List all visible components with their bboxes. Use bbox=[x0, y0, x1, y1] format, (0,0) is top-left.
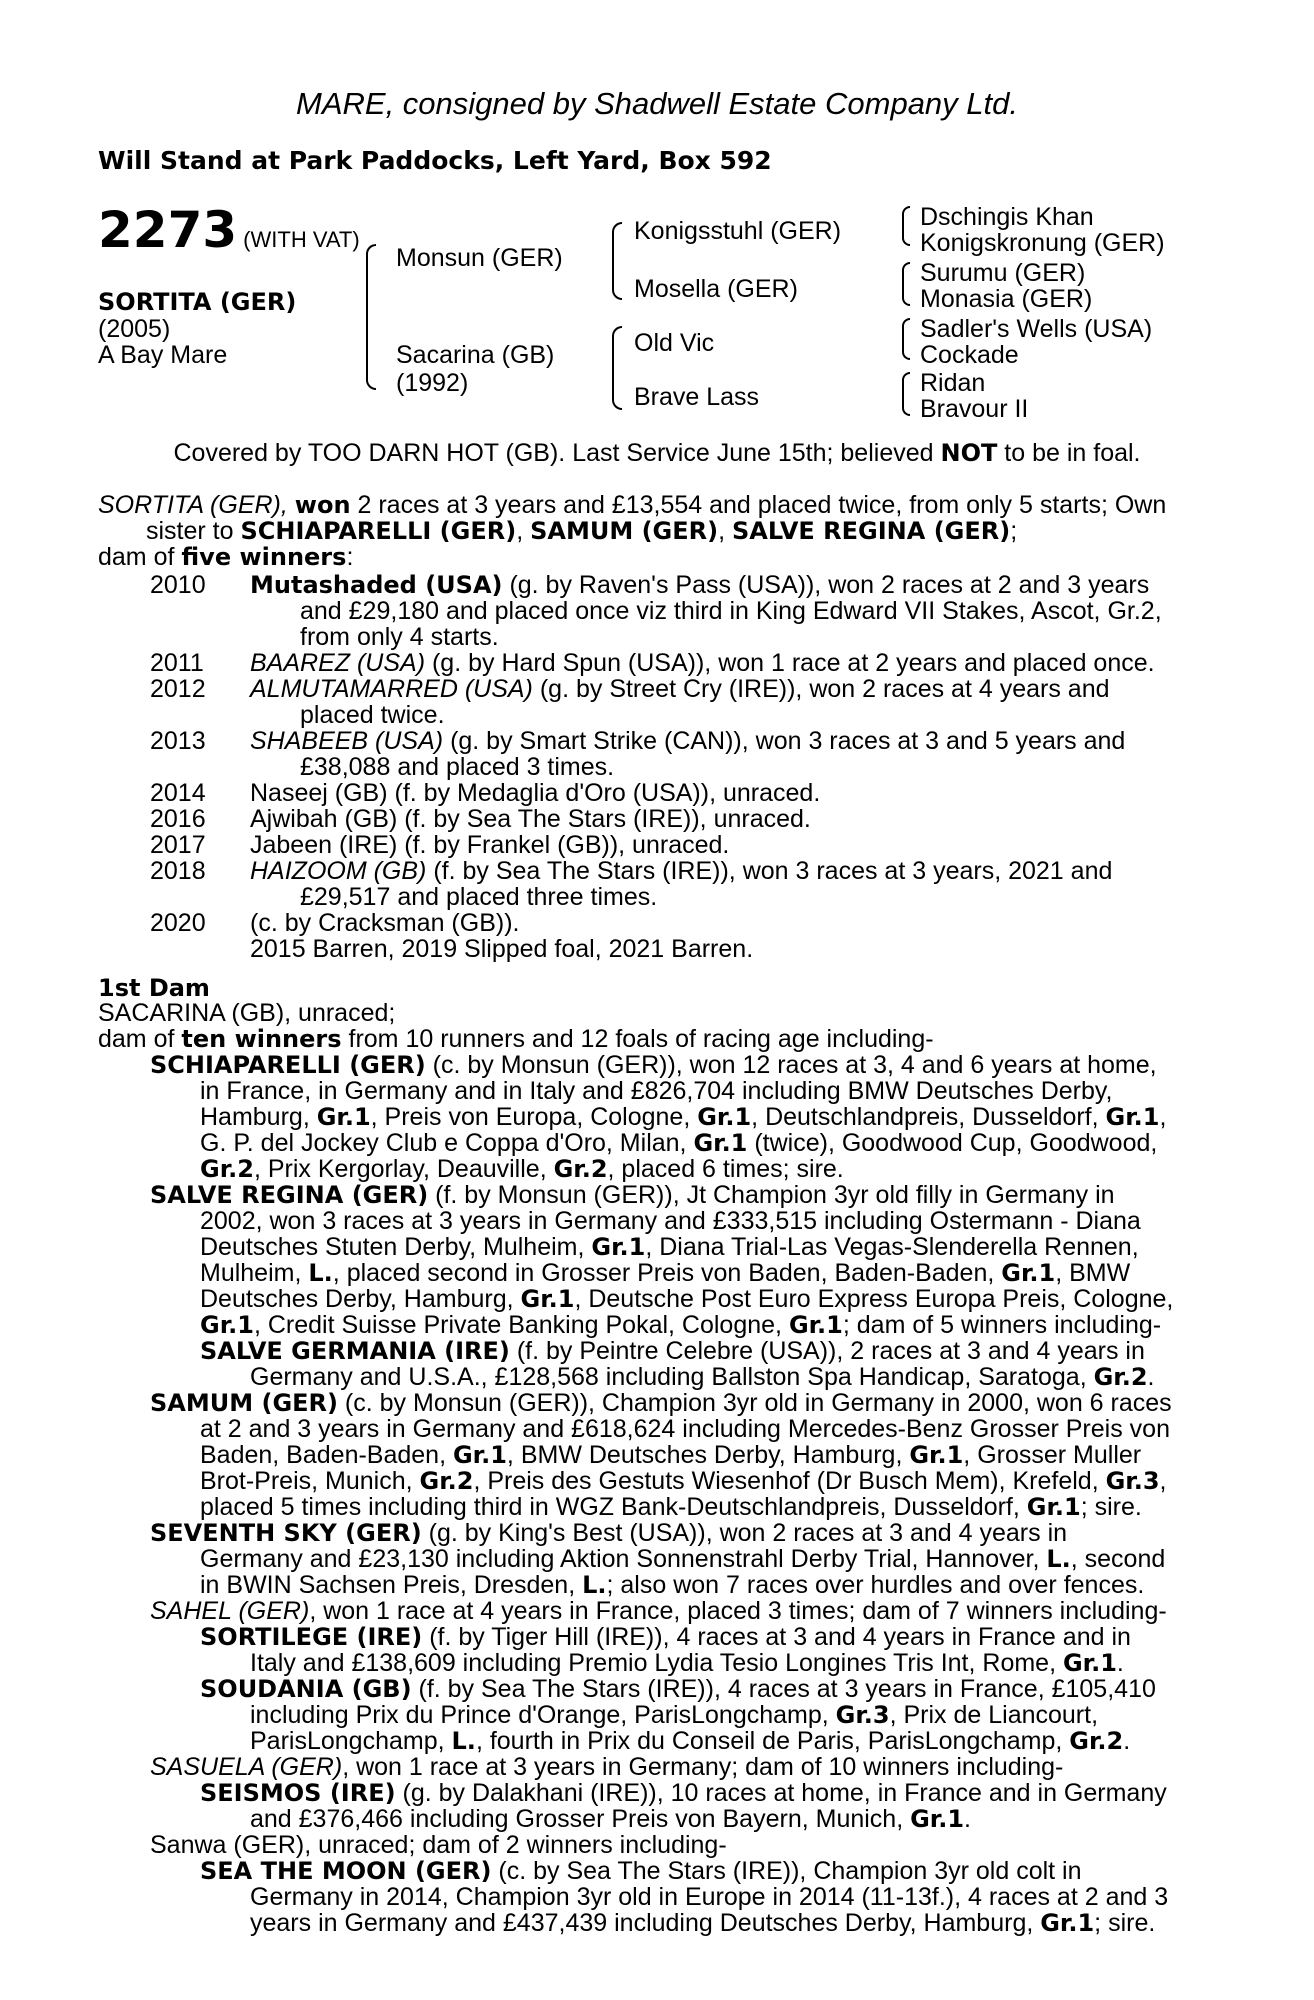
intro-dam-of: dam of bbox=[98, 543, 175, 571]
ped-ss: Konigsstuhl (GER) bbox=[634, 217, 842, 245]
produce-entry bbox=[250, 676, 1110, 702]
produce-continuation: placed twice. bbox=[300, 701, 445, 729]
dam-text-line: and £376,466 including Grosser Preis von Bayern, Munich, Gr.1. bbox=[250, 1805, 971, 1833]
ped-ddd: Bravour II bbox=[920, 395, 1029, 423]
produce-entry bbox=[250, 728, 1125, 754]
produce-year: 2020 bbox=[150, 909, 206, 937]
covering-not: NOT bbox=[940, 439, 998, 467]
dam-text-line: SORTILEGE (IRE) (f. by Tiger Hill (IRE)), 4 races at 3 and 4 years in France and in bbox=[200, 1623, 1131, 1651]
dam-text-line: years in Germany and £437,439 including Deutsches Derby, Hamburg, Gr.1; sire. bbox=[250, 1909, 1156, 1937]
dam-text-line: ParisLongchamp, L., fourth in Prix du Conseil de Paris, ParisLongchamp, Gr.2. bbox=[250, 1727, 1131, 1755]
dam-text-line: Hamburg, Gr.1, Preis von Europa, Cologne, Gr.1, Deutschlandpreis, Dusseldorf, Gr.1, bbox=[200, 1103, 1167, 1131]
produce-entry bbox=[250, 806, 811, 832]
produce-continuation: and £29,180 and placed once viz third in King Edward VII Stakes, Ascot, Gr.2, bbox=[300, 597, 1162, 625]
produce-details: (f. by Sea The Stars (IRE)), unraced. bbox=[404, 805, 811, 833]
produce-horse-name: Naseej (GB) bbox=[250, 779, 388, 807]
vat-label: (WITH VAT) bbox=[243, 227, 360, 252]
dam-text-line: Deutsches Derby, Hamburg, Gr.1, Deutsche Post Euro Express Europa Preis, Cologne, bbox=[200, 1285, 1174, 1313]
covering-pre: Covered by TOO DARN HOT (GB). Last Service June 15th; believed bbox=[173, 439, 934, 467]
horse-year: (2005) bbox=[98, 315, 171, 343]
intro-five-winners: five winners bbox=[181, 543, 347, 571]
lot-number bbox=[98, 201, 360, 266]
horse-name: SORTITA (GER) bbox=[98, 288, 297, 316]
dam-text-line: Brot-Preis, Munich, Gr.2, Preis des Gestuts Wiesenhof (Dr Busch Mem), Krefeld, Gr.3, bbox=[200, 1467, 1167, 1495]
dam-text-line: placed 5 times including third in WGZ Bank-Deutschlandpreis, Dusseldorf, Gr.1; sire. bbox=[200, 1493, 1142, 1521]
produce-horse-name: HAIZOOM (GB) bbox=[250, 857, 427, 885]
intro-horse: SORTITA (GER), bbox=[98, 491, 288, 519]
produce-year: 2014 bbox=[150, 779, 206, 807]
produce-details: (f. by Frankel (GB)), unraced. bbox=[404, 831, 730, 859]
ped-sss: Dschingis Khan bbox=[920, 203, 1094, 231]
produce-horse-name: ALMUTAMARRED (USA) bbox=[250, 675, 533, 703]
dam-text-line: Deutsches Stuten Derby, Mulheim, Gr.1, Diana Trial-Las Vegas-Slenderella Rennen, bbox=[200, 1233, 1139, 1261]
dam-text-line: in France, in Germany and in Italy and £826,704 including BMW Deutsches Derby, bbox=[200, 1077, 1113, 1105]
intro-colon: : bbox=[346, 543, 354, 571]
dam-text-line: SEVENTH SKY (GER) (g. by King's Best (USA)), won 2 races at 3 and 4 years in bbox=[150, 1519, 1068, 1547]
produce-horse-name: Ajwibah (GB) bbox=[250, 805, 398, 833]
produce-horse-name: SHABEEB (USA) bbox=[250, 727, 444, 755]
produce-year: 2011 bbox=[150, 649, 204, 677]
produce-year: 2010 bbox=[150, 571, 206, 599]
brace-sire-dam bbox=[366, 244, 376, 390]
dam-text-line: SEA THE MOON (GER) (c. by Sea The Stars (IRE)), Champion 3yr old colt in bbox=[200, 1857, 1082, 1885]
produce-details: (f. by Sea The Stars (IRE)), won 3 races at 3 years, 2021 and bbox=[433, 857, 1113, 885]
intro-line-3 bbox=[98, 544, 353, 570]
dam-text-line: including Prix du Prince d'Orange, ParisLongchamp, Gr.3, Prix de Liancourt, bbox=[250, 1701, 1099, 1729]
ped-dsd: Cockade bbox=[920, 341, 1019, 369]
produce-entry bbox=[250, 910, 519, 936]
produce-horse-name: Jabeen (IRE) bbox=[250, 831, 398, 859]
produce-entry bbox=[250, 572, 1149, 598]
produce-year: 2012 bbox=[150, 675, 206, 703]
produce-entry bbox=[250, 780, 820, 806]
produce-entry bbox=[250, 858, 1112, 884]
lot-number-value: 2273 bbox=[98, 201, 238, 259]
dam-text-line: SAHEL (GER), won 1 race at 4 years in France, placed 3 times; dam of 7 winners including- bbox=[150, 1597, 1167, 1625]
ped-dds: Ridan bbox=[920, 369, 986, 397]
produce-continuation: 2015 Barren, 2019 Slipped foal, 2021 Barren. bbox=[250, 935, 754, 963]
brace-sd bbox=[902, 262, 910, 306]
dam-text-line: SALVE GERMANIA (IRE) (f. by Peintre Celebre (USA)), 2 races at 3 and 4 years in bbox=[200, 1337, 1145, 1365]
dam-text-line: Sanwa (GER), unraced; dam of 2 winners including- bbox=[150, 1831, 727, 1859]
produce-continuation: from only 4 starts. bbox=[300, 623, 499, 651]
dam-text-line: dam of ten winners from 10 runners and 12 foals of racing age including- bbox=[98, 1025, 934, 1053]
dam-text-line: SAMUM (GER) (c. by Monsun (GER)), Champion 3yr old in Germany in 2000, won 6 races bbox=[150, 1389, 1172, 1417]
intro-won: won bbox=[294, 491, 351, 519]
dam-text-line: SCHIAPARELLI (GER) (c. by Monsun (GER)), won 12 races at 3, 4 and 6 years at home, bbox=[150, 1051, 1157, 1079]
ped-sd: Mosella (GER) bbox=[634, 275, 798, 303]
dam-text-line: Gr.2, Prix Kergorlay, Deauville, Gr.2, placed 6 times; sire. bbox=[200, 1155, 844, 1183]
produce-year: 2016 bbox=[150, 805, 206, 833]
brace-dam bbox=[612, 326, 622, 410]
dam-text-line: in BWIN Sachsen Preis, Dresden, L.; also won 7 races over hurdles and over fences. bbox=[200, 1571, 1145, 1599]
intro-sib-2: SAMUM (GER) bbox=[530, 517, 719, 545]
ped-dss: Sadler's Wells (USA) bbox=[920, 315, 1153, 343]
produce-year: 2017 bbox=[150, 831, 206, 859]
location-line: Will Stand at Park Paddocks, Left Yard, Box 592 bbox=[98, 146, 772, 175]
dam-text-line: SACARINA (GB), unraced; bbox=[98, 999, 396, 1027]
ped-sire: Monsun (GER) bbox=[396, 244, 563, 272]
ped-dd: Brave Lass bbox=[634, 383, 760, 411]
dam-text-line: SASUELA (GER), won 1 race at 3 years in Germany; dam of 10 winners including- bbox=[150, 1753, 1064, 1781]
first-dam-heading: 1st Dam bbox=[98, 974, 210, 1002]
intro-sister: sister to bbox=[146, 517, 234, 545]
dam-text-line: SEISMOS (IRE) (g. by Dalakhani (IRE)), 10 races at home, in France and in Germany bbox=[200, 1779, 1167, 1807]
dam-text-line: Italy and £138,609 including Premio Lydia Tesio Longines Tris Int, Rome, Gr.1. bbox=[250, 1649, 1124, 1677]
intro-line-2 bbox=[146, 518, 1017, 544]
ped-sds: Surumu (GER) bbox=[920, 259, 1086, 287]
dam-text-line: Baden, Baden-Baden, Gr.1, BMW Deutsches Derby, Hamburg, Gr.1, Grosser Muller bbox=[200, 1441, 1142, 1469]
produce-horse-name: Mutashaded (USA) bbox=[250, 571, 503, 599]
dam-text-line: Germany and U.S.A., £128,568 including Ballston Spa Handicap, Saratoga, Gr.2. bbox=[250, 1363, 1155, 1391]
intro-sep-3: ; bbox=[1010, 517, 1018, 545]
consignor-line: MARE, consigned by Shadwell Estate Company Ltd. bbox=[296, 86, 1018, 121]
brace-ds bbox=[902, 318, 910, 360]
brace-sire bbox=[612, 222, 622, 300]
produce-continuation: £38,088 and placed 3 times. bbox=[300, 753, 615, 781]
dam-text-line: Mulheim, L., placed second in Grosser Preis von Baden, Baden-Baden, Gr.1, BMW bbox=[200, 1259, 1131, 1287]
dam-text-line: SALVE REGINA (GER) (f. by Monsun (GER)), Jt Champion 3yr old filly in Germany in bbox=[150, 1181, 1115, 1209]
dam-text-line: SOUDANIA (GB) (f. by Sea The Stars (IRE)), 4 races at 3 years in France, £105,410 bbox=[200, 1675, 1156, 1703]
produce-year: 2013 bbox=[150, 727, 206, 755]
produce-details: (g. by Smart Strike (CAN)), won 3 races at 3 and 5 years and bbox=[450, 727, 1126, 755]
intro-sep-1: , bbox=[516, 517, 524, 545]
intro-sep-2: , bbox=[718, 517, 726, 545]
brace-ss bbox=[902, 206, 910, 246]
produce-entry bbox=[250, 832, 729, 858]
intro-line-1 bbox=[98, 492, 1166, 518]
produce-year: 2018 bbox=[150, 857, 206, 885]
ped-ds: Old Vic bbox=[634, 329, 715, 357]
dam-text-line: G. P. del Jockey Club e Coppa d'Oro, Milan, Gr.1 (twice), Goodwood Cup, Goodwood, bbox=[200, 1129, 1158, 1157]
ped-ssd: Konigskronung (GER) bbox=[920, 229, 1165, 257]
dam-text-line: Germany and £23,130 including Aktion Sonnenstrahl Derby Trial, Hannover, L., second bbox=[200, 1545, 1166, 1573]
dam-text-line: Germany in 2014, Champion 3yr old in Europe in 2014 (11-13f.), 4 races at 2 and 3 bbox=[250, 1883, 1169, 1911]
produce-horse-name: BAAREZ (USA) bbox=[250, 649, 426, 677]
dam-text-line: Gr.1, Credit Suisse Private Banking Pokal, Cologne, Gr.1; dam of 5 winners including- bbox=[200, 1311, 1162, 1339]
horse-description: A Bay Mare bbox=[98, 341, 228, 369]
produce-details: (f. by Medaglia d'Oro (USA)), unraced. bbox=[394, 779, 821, 807]
produce-details: (g. by Raven's Pass (USA)), won 2 races at 2 and 3 years bbox=[509, 571, 1150, 599]
covering-post: to be in foal. bbox=[1004, 439, 1141, 467]
produce-details: (g. by Street Cry (IRE)), won 2 races at 4 years and bbox=[539, 675, 1110, 703]
covering-line bbox=[0, 440, 1314, 466]
produce-entry bbox=[250, 650, 1155, 676]
intro-sib-3: SALVE REGINA (GER) bbox=[732, 517, 1011, 545]
ped-dam: Sacarina (GB) bbox=[396, 341, 555, 369]
ped-sdd: Monasia (GER) bbox=[920, 285, 1093, 313]
produce-details: (c. by Cracksman (GB)). bbox=[250, 909, 520, 937]
produce-continuation: £29,517 and placed three times. bbox=[300, 883, 658, 911]
ped-dam-year: (1992) bbox=[396, 369, 469, 397]
intro-sib-1: SCHIAPARELLI (GER) bbox=[240, 517, 517, 545]
dam-text-line: 2002, won 3 races at 3 years in Germany and £333,515 including Ostermann - Diana bbox=[200, 1207, 1141, 1235]
intro-record: 2 races at 3 years and £13,554 and placed twice, from only 5 starts; Own bbox=[357, 491, 1167, 519]
produce-details: (g. by Hard Spun (USA)), won 1 race at 2 years and placed once. bbox=[431, 649, 1155, 677]
brace-dd bbox=[902, 372, 910, 416]
dam-text-line: at 2 and 3 years in Germany and £618,624 including Mercedes-Benz Grosser Preis von bbox=[200, 1415, 1170, 1443]
